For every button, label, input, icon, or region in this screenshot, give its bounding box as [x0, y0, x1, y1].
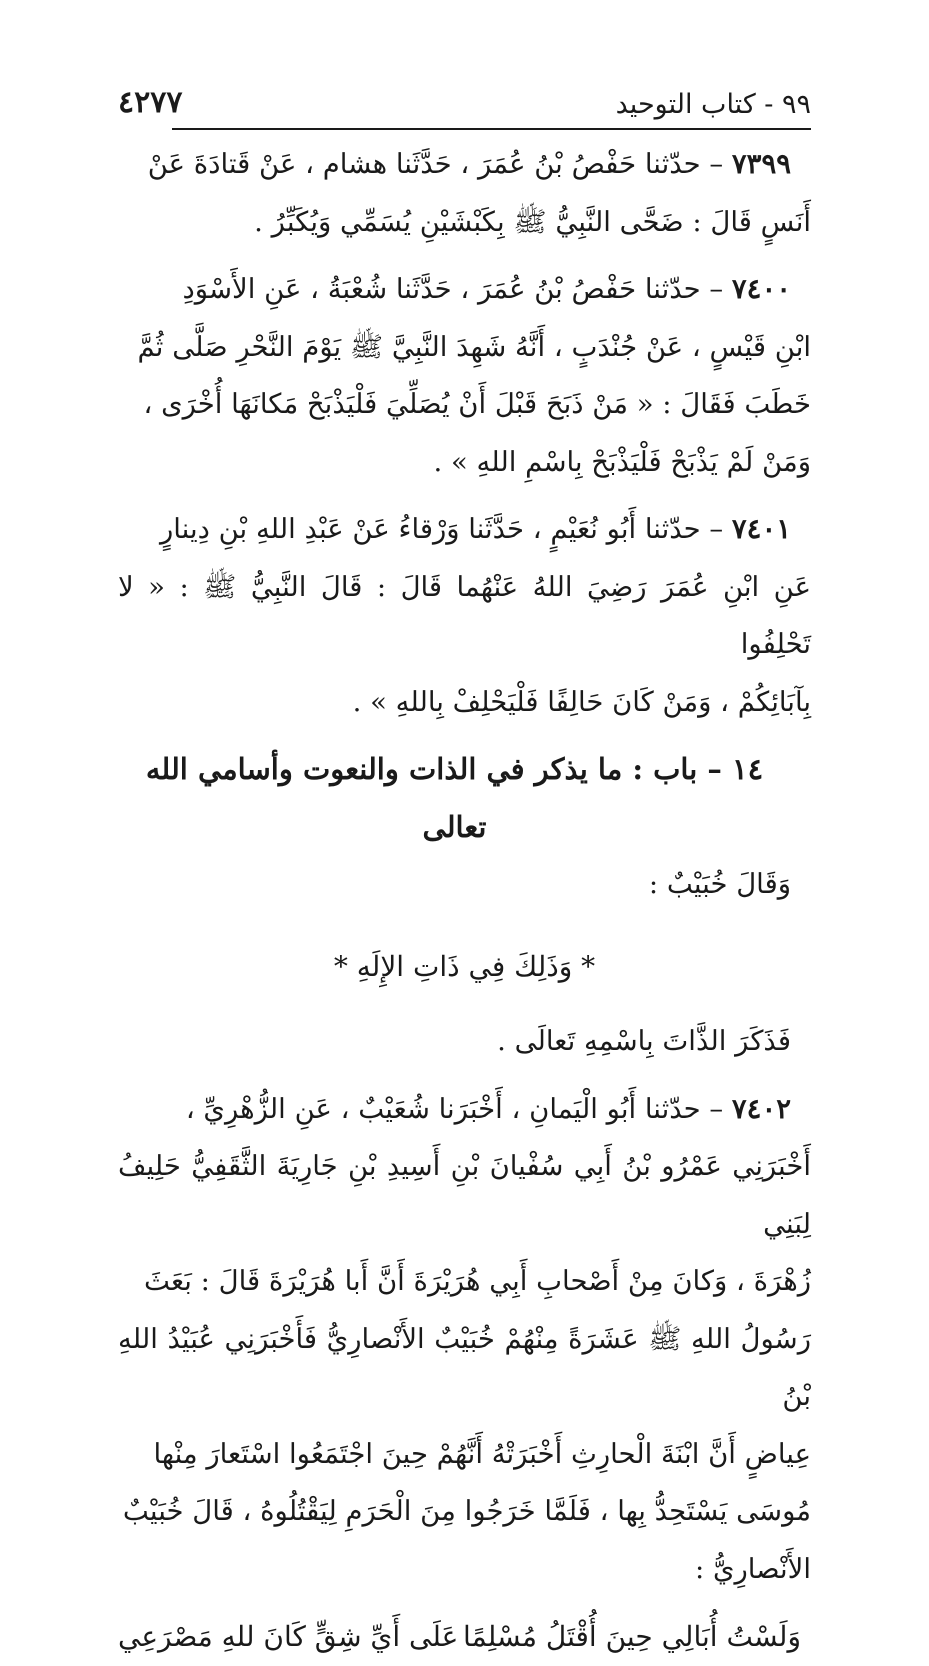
hadith-line: خَطَبَ فَقَالَ : « مَنْ ذَبَحَ قَبْلَ أَنْ يُصَلِّيَ فَلْيَذْبَحْ مَكانَهَا أُخْرَى ،: [143, 388, 811, 420]
hadith-7401: [118, 501, 811, 731]
hadith-text: – حدّثنا أَبُو نُعَيْمٍ ، حَدَّثَنا وَرْقاءُ عَنْ عَبْدِ اللهِ بْنِ دِينارٍ: [160, 513, 732, 545]
chapter-heading: ١٤ – باب : ما يذكر في الذات والنعوت وأسامي الله تعالى: [145, 752, 764, 844]
hadith-number: ٧٤٠٢: [731, 1092, 791, 1125]
hadith-text: – حدّثنا حَفْصُ بْنُ عُمَرَ ، حَدَّثَنا شُعْبَةُ ، عَنِ الأَسْوَدِ: [182, 273, 732, 305]
hadith-line: [118, 1081, 811, 1139]
hadith-text: – حدّثنا حَفْصُ بْنُ عُمَرَ ، حَدَّثَنا هشام ، عَنْ قَتادَةَ عَنْ: [147, 148, 732, 180]
hadith-line: بِآبَائِكُمْ ، وَمَنْ كَانَ حَالِفًا فَلْيَحْلِفْ بِاللهِ » .: [352, 685, 811, 718]
hadith-number: ٧٤٠٠: [731, 273, 791, 305]
hadith-line: [118, 261, 811, 319]
hadith-line: وَمَنْ لَمْ يَذْبَحْ فَلْيَذْبَحْ بِاسْمِ اللهِ » .: [433, 445, 811, 478]
hadith-7400: [118, 261, 811, 491]
hadith-line: عَنِ ابْنِ عُمَرَ رَضِيَ اللهُ عَنْهُما قَالَ : قَالَ النَّبِيُّ ﷺ : « لا تَحْلِفُوا: [118, 570, 811, 660]
hadith-line: [118, 501, 811, 559]
quoted-verse: * وَذَلِكَ فِي ذَاتِ الإِلَهِ *: [333, 949, 596, 983]
page-number: ٤٢٧٧: [118, 85, 183, 120]
poem-verse: [118, 1608, 811, 1666]
hadith-line: مُوسَى يَسْتَحِدُّ بِها ، فَلَمَّا خَرَجُوا مِنَ الْحَرَمِ لِيَقْتُلُوهُ ، قَالَ خُبَيْبٌ: [122, 1495, 811, 1527]
hadith-line: [118, 136, 811, 194]
hadith-line: ابْنِ قَيْسٍ ، عَنْ جُنْدَبٍ ، أَنَّهُ شَهِدَ النَّبِيَّ ﷺ يَوْمَ النَّحْرِ صَلَّى ثُمَّ: [137, 330, 811, 363]
chapter-intro-line: وَقَالَ خُبَيْبٌ :: [648, 868, 791, 900]
hadith-line: أَخْبَرَنِي عَمْرُو بْنُ أَبِي سُفْيانَ بْنِ أَسِيدِ بْنِ جَارِيَةَ الثَّقَفِيُّ حَلِيفُ لِبَنِي: [118, 1150, 811, 1240]
hadith-line: أَنَسٍ قَالَ : ضَحَّى النَّبِيُّ ﷺ بِكَبْشَيْنِ يُسَمِّي وَيُكَبِّرُ .: [254, 205, 811, 238]
hadith-line: زُهْرَةَ ، وَكانَ مِنْ أَصْحابِ أَبِي هُرَيْرَةَ أَنَّ أَبا هُرَيْرَةَ قَالَ : بَعَثَ: [144, 1265, 811, 1297]
hadith-line: عِياضٍ أَنَّ ابْنَةَ الْحارِثِ أَخْبَرَتْهُ أَنَّهُمْ حِينَ اجْتَمَعُوا اسْتَعارَ مِنْها: [153, 1437, 811, 1470]
chapter-title: ٩٩ - كتاب التوحيد: [615, 89, 811, 120]
poem-first-hemistich: وَلَسْتُ أُبَالِي حِينَ أُقْتَلُ مُسْلِمًا: [463, 1620, 801, 1653]
hadith-line: الأَنْصارِيُّ :: [694, 1552, 811, 1585]
hadith-7399: [118, 136, 811, 251]
hadith-text: – حدّثنا أَبُو الْيَمانِ ، أَخْبَرَنا شُعَيْبٌ ، عَنِ الزُّهْرِيِّ ،: [185, 1092, 732, 1125]
hadith-number: ٧٤٠١: [731, 513, 791, 545]
hadith-line: رَسُولُ اللهِ ﷺ عَشَرَةً مِنْهُمْ خُبَيْبٌ الأَنْصارِيُّ فَأَخْبَرَنِي عُبَيْدُ اللهِ بْنُ: [118, 1322, 811, 1412]
page-header: [118, 78, 811, 120]
hadith-7402: [118, 1081, 811, 1599]
hadith-number: ٧٣٩٩: [731, 148, 791, 180]
poem-second-hemistich: عَلَى أَيِّ شِقٍّ كَانَ للهِ مَصْرَعِي: [118, 1620, 459, 1653]
chapter-note-line: فَذَكَرَ الذَّاتَ بِاسْمِهِ تَعالَى .: [497, 1025, 791, 1057]
header-rule: [172, 128, 811, 130]
page-body: [118, 136, 811, 1666]
